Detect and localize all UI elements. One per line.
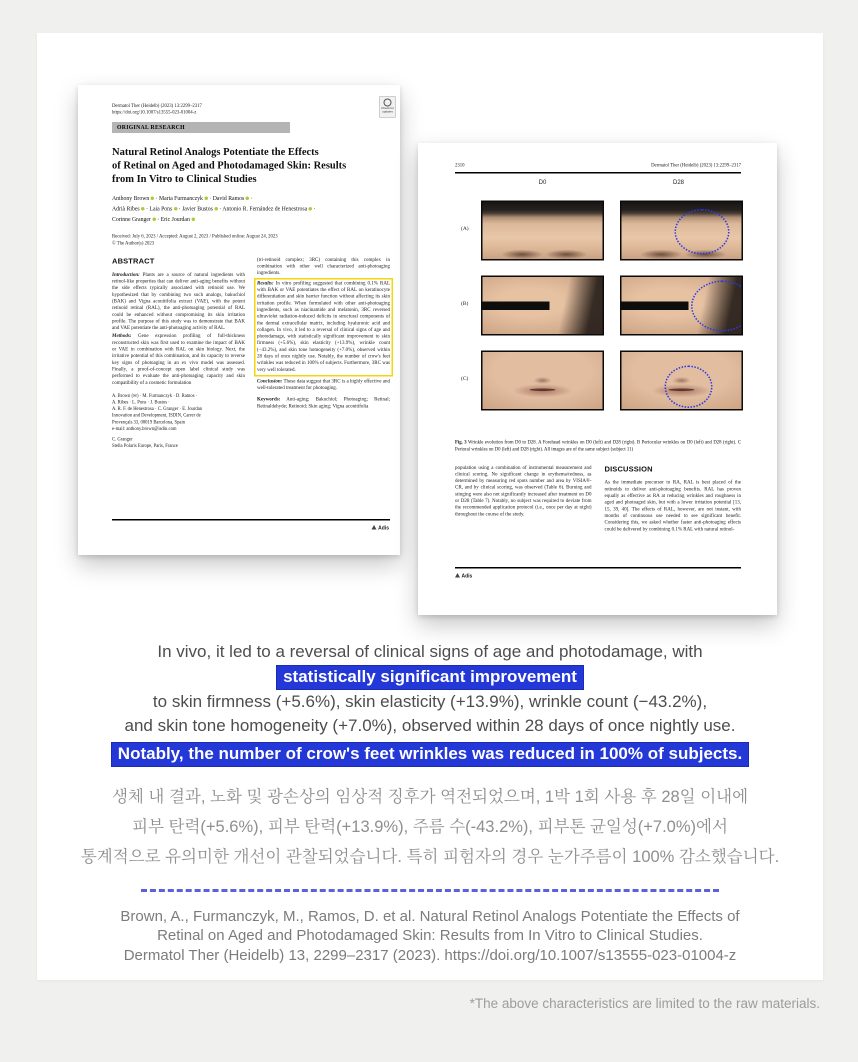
photo-perioral-d28 [620,351,743,411]
adis-logo-icon [455,573,460,578]
summary-line-2: to skin firmness (+5.6%), skin elasticity (+13.9%), wrinkle count (−43.2%), [152,691,708,711]
abstract-right-column [257,256,390,449]
paper-page-1 [78,85,400,555]
check-updates-icon [384,99,392,107]
fig-caption: Fig. 3 Wrinkle evolution from D0 to D28. A Forehead wrinkles on D0 (left) and D28 (right). B Periocular wrinkles on D0 (left) and D28 (right). C Perioral wrinkles on D0 (left) and D28 (right). All images are of the same subject (subject 11) [455,440,741,453]
photo-forehead-d28 [620,201,743,261]
adis-logo: Adis [372,525,389,531]
row-label-c: (C) [461,375,469,382]
check-updates-badge [379,96,396,118]
summary-line-4 [37,742,823,767]
journal-ref: Dermatol Ther (Heidelb) (2023) 13:2299–2317 [112,103,202,109]
journal-doi: https://doi.org/10.1007/s13555-023-01004-z [112,109,197,115]
paper-page-2 [418,143,777,615]
citation-line-3: Dermatol Ther (Heidelb) 13, 2299–2317 (2023). https://doi.org/10.1007/s13555-023-01004-z [123,946,737,964]
abstract-left-column [112,256,245,449]
copyright-line: © The Author(s) 2023 [112,241,155,247]
summary-line-3: and skin tone homogeneity (+7.0%), observed within 28 days of once nightly use. [124,716,736,735]
row-label-b: (B) [461,300,469,307]
header-journal-ref: Dermatol Ther (Heidelb) (2023) 13:2299–2317 [651,163,741,168]
korean-line-1: 생체 내 결과, 노화 및 광손상의 임상적 징후가 역전되었으며, 1박 1회 사용 후 28일 이내에 [111,787,749,806]
conclusion-paragraph: Conclusion: These data suggest that 3RC is a highly effective and well-tolerated treatment for photoaging. [257,378,390,391]
row-label-a: (A) [461,225,469,232]
orcid-icon [191,218,195,222]
methods-paragraph: Methods: Gene expression profiling of full-thickness reconstructed skin was first used to examine the impact of BAK or VAE in combination with RAL on skin biology. Next, the irritative potential of this combination, and its capacity to reverse key signs of photoaging in an ex vivo model was assessed. Finally, a proof-of-concept open label clinical study was performed to evaluate the anti-photoaging capacity and skin compatibility of a cosmetic formulation [112,333,245,386]
orcid-icon [151,196,155,200]
citation-line-1: Brown, A., Furmanczyk, M., Ramos, D. et al. Natural Retinol Analogs Potentiate the Effects of [120,907,740,925]
journal-header [112,103,390,116]
orcid-icon [246,196,250,200]
keywords-paragraph: Keywords: Anti-aging; Bakuchiol; Photoaging; Retinal; Retinaldehyde; Retinoid; Skin aging; Vigna aconitifolia [257,396,390,409]
discussion-heading: DISCUSSION [604,464,653,474]
body-right-column [605,464,742,532]
orcid-icon [214,207,218,211]
photo-periocular-d0 [481,276,604,336]
orcid-icon [204,196,208,200]
highlight-statistically-significant: statistically significant improvement [276,665,584,690]
dashed-divider [141,889,719,892]
results-paragraph: Results: In vitro profiling suggested that combining 0.1% RAL with BAK or VAE potentiates the effect of RAL on keratinocyte differentiation and skin barrier function without affecting its skin irritation profile. When formulated with other anti-photoaging ingredients, such as niacinamide and melatonin, 3RC reversed ultraviolet radiation-induced deficits in structural components of the dermal extracellular matrix, including hyaluronic acid and collagen. In vivo, it led to a reversal of clinical signs of age and photodamage, with statistically significant improvement to skin firmness (+5.6%), skin elasticity (+13.9%), wrinkle count (−43.2%), and skin tone homogeneity (+7.0%), observed within 28 days of once nightly use. Notably, the number of crow's feet wrinkles was reduced in 100% of subjects. Furthermore, 3RC was very well tolerated. [257,280,390,373]
photo-row-periocular [461,276,743,336]
photo-periocular-d28 [620,276,743,336]
page-number: 2310 [455,163,465,168]
affiliation-block: A. Brown (✉) · M. Furmanczyk · D. Ramos · A. Ribes · L. Pons · J. Bustos · A. R. F. de Henestrosa · C. Granger · E. Jourdan Innovation and Development, ISDIN, Carrer de Provençals 33, 08019 Barcelona, Spain e-mail: anthony.brown@isdin.com C. Granger Stella Polaris Europe, Paris, France [112,393,203,449]
summary-line-1: In vivo, it led to a reversal of clinical signs of age and photodamage, with statistically significant improvement [37,640,823,690]
body-left-column: population using a combination of instrumental measurement and clinical scoring. No significant change in erythema/redness, as determined by measuring red spots number and area by VISIA®-CR, and by clinical scoring, was observed (Table 6). Burning and stinging were also not significantly increased after treatment on D0 or D28 (Table 7). Notably, no subject was required to deviate from the recommended application protocol (i.e., once per day at night) throughout the course of the study. [455,464,592,517]
korean-line-3: 통계적으로 유의미한 개선이 관찰되었습니다. 특히 피험자의 경우 눈가주름이 100% 감소했습니다. [80,847,780,866]
mouth-shape [529,388,555,391]
content-card [37,33,823,980]
footnote: *The above characteristics are limited to the raw materials. [469,996,820,1011]
korean-line-2: 피부 탄력(+5.6%), 피부 탄력(+13.9%), 주름 수(-43.2%), 피부톤 균일성(+7.0%)에서 [132,817,728,836]
wrinkle-circle-icon [691,280,743,331]
paper-title: Natural Retinol Analogs Potentiate the Effects of Retinal on Aged and Photodamaged Skin: Results from In Vitro to Clinical Studies [112,145,347,185]
citation-block [37,907,823,966]
orcid-icon [174,207,178,211]
wrinkle-circle-icon [674,209,729,255]
orcid-icon [309,207,313,211]
results-highlight-box [254,278,393,377]
highlight-crows-feet: Notably, the number of crow's feet wrinkles was reduced in 100% of subjects. [111,742,749,767]
check-updates-label: Check for updates [381,107,394,114]
discussion-paragraph: As the immediate precursor to RA, RAL is best placed of the retinoids to deliver anti-photoaging benefits. RAL has proven equally as effective as RA at reducing wrinkles and roughness in aged and photoaged skin, but with a lower irritation potential [13, 15, 39, 40]. The effects of RAL, however, are not instant, with months of continuous use needed to see significant benefit. Considering this, we asked whether faster anti-photoaging effects could be delivered by combining 0.1% RAL with natural retinol- [604,479,741,532]
col-label-d28: D28 [672,178,684,186]
footer-rule [112,519,390,521]
col-label-d0: D0 [538,178,547,186]
censor-bar [622,302,689,311]
header-rule [455,172,741,174]
korean-translation [37,782,823,872]
photo-perioral-d0 [481,351,604,411]
abstract-continuation: (tri-retinoid complex; 3RC) containing this complex in combination with other well characterized anti-photoaging ingredients. [257,256,390,276]
adis-logo: Adis [455,573,472,579]
adis-logo-icon [372,525,377,530]
page2-header [455,163,741,168]
censor-bar [483,302,550,311]
photo-row-perioral [461,351,743,411]
received-line: Received: July 6, 2023 / Accepted: August 2, 2023 / Published online: August 24, 2023 © The Author(s) 2023 [112,234,390,248]
intro-paragraph: Introduction: Plants are a source of natural ingredients with retinol-like properties that can deliver anti-aging benefits without the side effects typically associated with retinoid use. We hypothesized that by combining two such analogs, bakuchiol (BAK) and Vigna aconitifolia extract (VAE), with the potent retinoid retinal (RAL), the anti-photoaging potential of RAL could be enhanced without compromising its skin irritation profile. The purpose of this study was to demonstrate that BAK and VAE potentiate the anti-photoaging activity of RAL. [112,271,245,331]
authors-list: Anthony Brown · Marta Furmanczyk · David Ramos · Adrià Ribes · Laia Pons · Javier Bustos · Antonio R. Fernández de Henestrosa · Corinne Granger · Eric Jourdan [112,195,316,223]
photo-forehead-d0 [481,201,604,261]
citation-line-2: Retinal on Aged and Photodamaged Skin: Results from In Vitro to Clinical Studies. [157,927,703,944]
orcid-icon [152,218,156,222]
orcid-icon [141,207,145,211]
footer-rule [455,567,741,569]
photo-row-forehead [461,201,743,261]
photo-grid [455,179,741,432]
abstract-heading: ABSTRACT [112,256,155,266]
original-research-banner: ORIGINAL RESEARCH [112,122,290,133]
wrinkle-circle-icon [665,366,713,408]
summary-block [37,640,823,965]
